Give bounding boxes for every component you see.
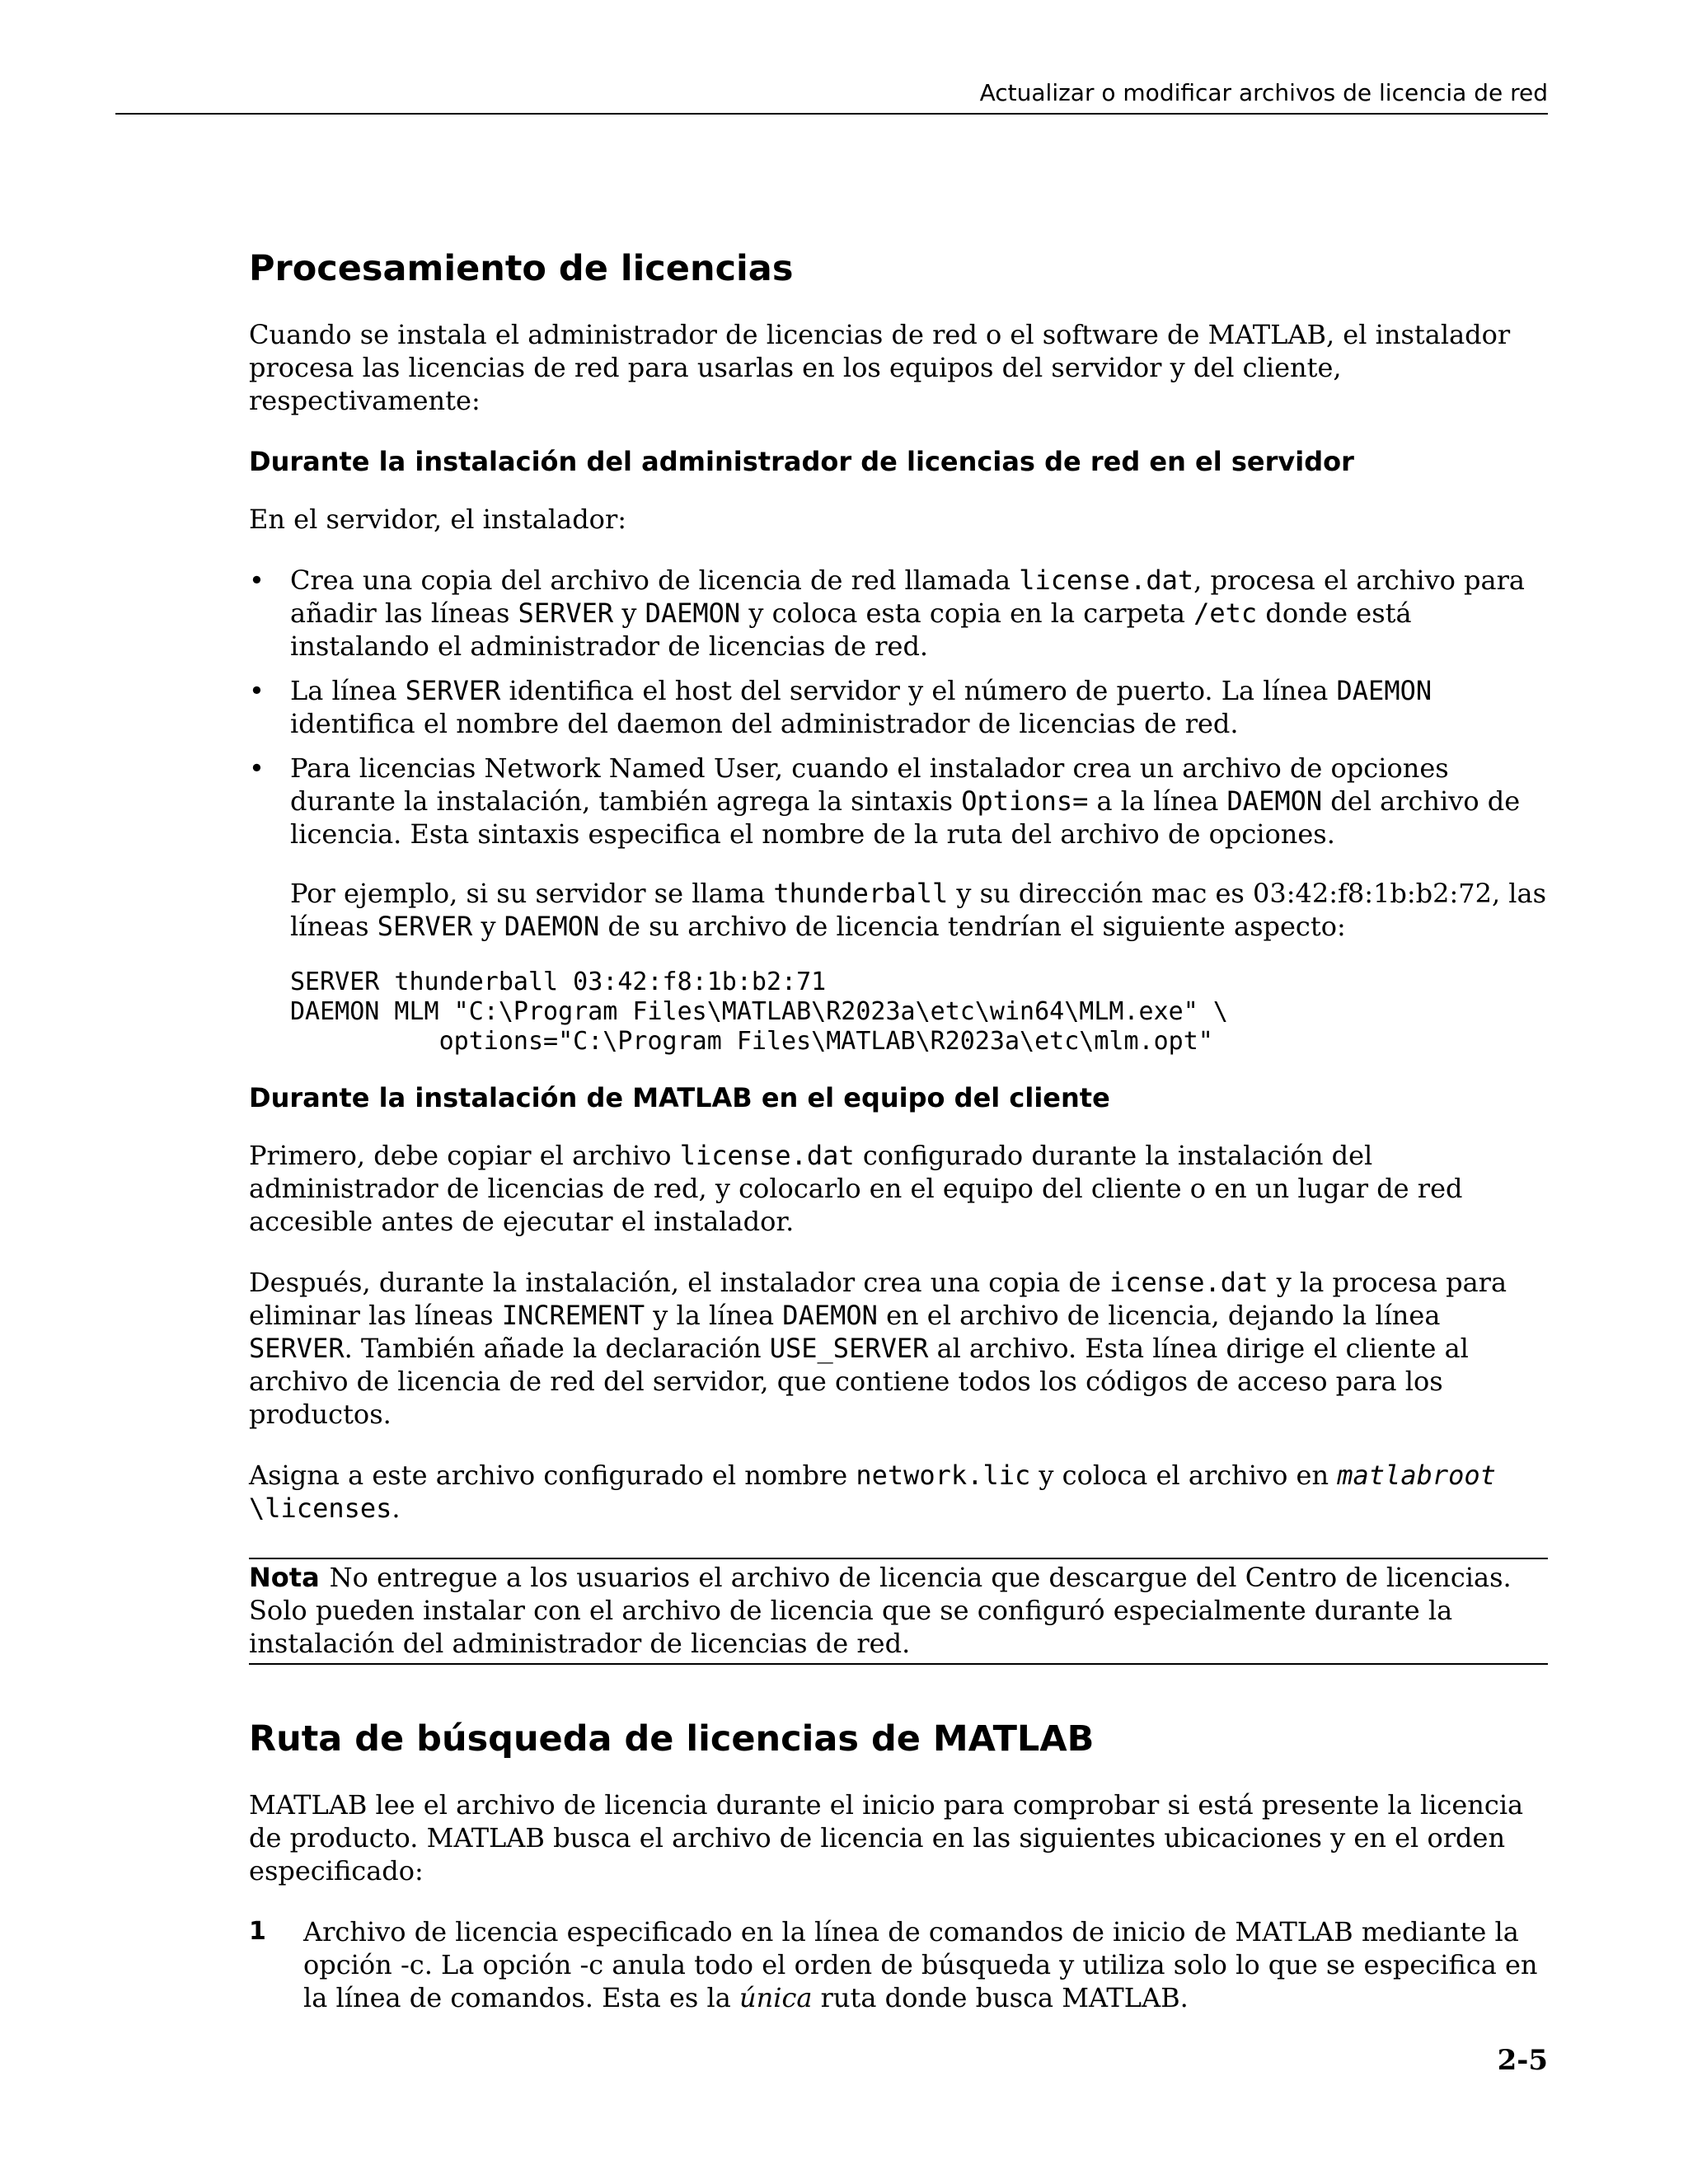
example-paragraph: [290, 877, 1548, 943]
code-server: SERVER: [518, 598, 614, 629]
text-run: identifica el host del servidor y el número de puerto. La línea: [500, 675, 1337, 706]
text-run: . También añade la declaración: [344, 1333, 770, 1364]
text-run: y la procesa para eliminar las líneas: [249, 1267, 1507, 1331]
code-daemon: DAEMON: [782, 1300, 878, 1331]
page-number: 2-5: [1497, 2044, 1548, 2077]
text-run: configurado durante la instalación del administrador de licencias de red, y colocarlo en el equipo del cliente o en un lugar de red accesible antes de ejecutar el instalador.: [249, 1140, 1463, 1237]
text-run: y coloca el archivo en: [1030, 1460, 1338, 1491]
text-run: donde está instalando el administrador de licencias de red.: [290, 598, 1412, 662]
server-lead: En el servidor, el instalador:: [249, 504, 627, 535]
code-daemon: DAEMON: [504, 911, 600, 942]
text-run: y: [472, 911, 504, 942]
bullet-marker: •: [249, 752, 265, 784]
text-run: identifica el nombre del daemon del administrador de licencias de red.: [290, 708, 1239, 739]
code-license-dat: license.dat: [1019, 565, 1194, 596]
page-content: [249, 247, 1548, 2014]
text-run: Archivo de licencia especificado en la línea de comandos de inicio de MATLAB mediante la opción -c. La opción -c anula todo el orden de búsqueda y utiliza solo lo que se especifica en la línea de comandos. Esta es la: [303, 1916, 1538, 2013]
client-paragraph-2: [249, 1266, 1548, 1431]
note-label: Nota: [249, 1562, 320, 1593]
search-order-list: [249, 1915, 1548, 2014]
emphasis-text: única: [738, 1982, 813, 2013]
text-run: Primero, debe copiar el archivo: [249, 1140, 680, 1171]
code-matlabroot-italic: matlabroot: [1337, 1460, 1496, 1491]
code-matlabroot: [1337, 1460, 1496, 1491]
bullet-marker: •: [249, 565, 265, 596]
text-run: y: [613, 598, 645, 629]
code-icense-dat: icense.dat: [1109, 1267, 1268, 1298]
server-install-heading: Durante la instalación del administrador de licencias de red en el servidor: [249, 446, 1354, 477]
code-server: SERVER: [405, 675, 501, 706]
text-run: Después, durante la instalación, el instalador crea una copia de: [249, 1267, 1109, 1298]
text-run: de su archivo de licencia tendrían el siguiente aspecto:: [599, 911, 1346, 942]
section-title-license-processing: Procesamiento de licencias: [249, 248, 794, 289]
code-daemon: DAEMON: [1336, 675, 1432, 706]
code-line: SERVER thunderball 03:42:f8:1b:b2:71: [290, 968, 827, 996]
server-bullet-list: [249, 564, 1548, 851]
text-run: .: [392, 1493, 401, 1524]
running-header: Actualizar o modificar archivos de licencia de red: [979, 79, 1548, 106]
text-run: , procesa el archivo para añadir las líneas: [290, 565, 1525, 629]
text-run: Por ejemplo, si su servidor se llama: [290, 878, 774, 909]
client-paragraph-1: [249, 1139, 1548, 1238]
bullet-item: [249, 752, 1548, 851]
note-paragraph: [249, 1561, 1548, 1660]
client-install-heading: Durante la instalación de MATLAB en el equipo del cliente: [249, 1082, 1110, 1113]
code-etc: /etc: [1193, 598, 1258, 629]
text-run: La línea: [290, 675, 406, 706]
bullet-item: [249, 564, 1548, 663]
license-code-block: [290, 968, 1548, 1057]
list-item: [249, 1915, 1548, 2014]
note-text: No entregue a los usuarios el archivo de licencia que descargue del Centro de licencias. Solo pueden instalar con el archivo de licencia que se configuró especialmente durante la instalación del administrador de licencias de red.: [249, 1562, 1512, 1659]
code-licenses-folder: \licenses: [249, 1493, 392, 1524]
section-intro: Cuando se instala el administrador de licencias de red o el software de MATLAB, el instalador procesa las licencias de red para usarlas en los equipos del servidor y del cliente, respectivamente:: [249, 319, 1511, 416]
text-run: Para licencias Network Named User, cuando el instalador crea un archivo de opciones durante la instalación, también agrega la sintaxis: [290, 752, 1449, 817]
code-license-dat: license.dat: [679, 1140, 855, 1171]
code-daemon: DAEMON: [1226, 785, 1323, 817]
text-run: y la línea: [645, 1300, 783, 1331]
code-options: Options=: [961, 785, 1089, 817]
code-network-lic: network.lic: [856, 1460, 1031, 1491]
text-run: en el archivo de licencia, dejando la línea: [877, 1300, 1441, 1331]
code-daemon: DAEMON: [645, 598, 741, 629]
code-server: SERVER: [377, 911, 473, 942]
section-title-license-search-path: Ruta de búsqueda de licencias de MATLAB: [249, 1718, 1095, 1760]
text-run: y su dirección mac es 03:42:f8:1b:b2:72, las líneas: [290, 878, 1547, 942]
note-box: [249, 1558, 1548, 1665]
bullet-item: [249, 674, 1548, 740]
text-run: del archivo de licencia. Esta sintaxis especifica el nombre de la ruta del archivo de opciones.: [290, 785, 1521, 850]
code-increment: INCREMENT: [501, 1300, 645, 1331]
text-run: y coloca esta copia en la carpeta: [740, 598, 1194, 629]
code-use-server: USE_SERVER: [769, 1333, 929, 1364]
step-number: 1: [249, 1917, 266, 1946]
code-line: options="C:\Program Files\MATLAB\R2023a\etc\mlm.opt": [290, 1027, 1213, 1056]
header-rule: [115, 113, 1548, 115]
client-paragraph-3: [249, 1459, 1548, 1525]
code-thunderball: thunderball: [773, 878, 949, 909]
bullet-marker: •: [249, 675, 265, 706]
text-run: Asigna a este archivo configurado el nombre: [249, 1460, 856, 1491]
text-run: Crea una copia del archivo de licencia de red llamada: [290, 565, 1020, 596]
code-line: DAEMON MLM "C:\Program Files\MATLAB\R2023a\etc\win64\MLM.exe" \: [290, 997, 1228, 1026]
text-run: al archivo. Esta línea dirige el cliente al archivo de licencia de red del servidor, que contiene todos los códigos de acceso para los productos.: [249, 1333, 1469, 1430]
text-run: ruta donde busca MATLAB.: [812, 1982, 1189, 2013]
section2-intro: MATLAB lee el archivo de licencia durante el inicio para comprobar si está presente la licencia de producto. MATLAB busca el archivo de licencia en las siguientes ubicaciones y en el orden especificado:: [249, 1789, 1524, 1886]
code-server: SERVER: [249, 1333, 345, 1364]
text-run: a la línea: [1088, 785, 1227, 817]
